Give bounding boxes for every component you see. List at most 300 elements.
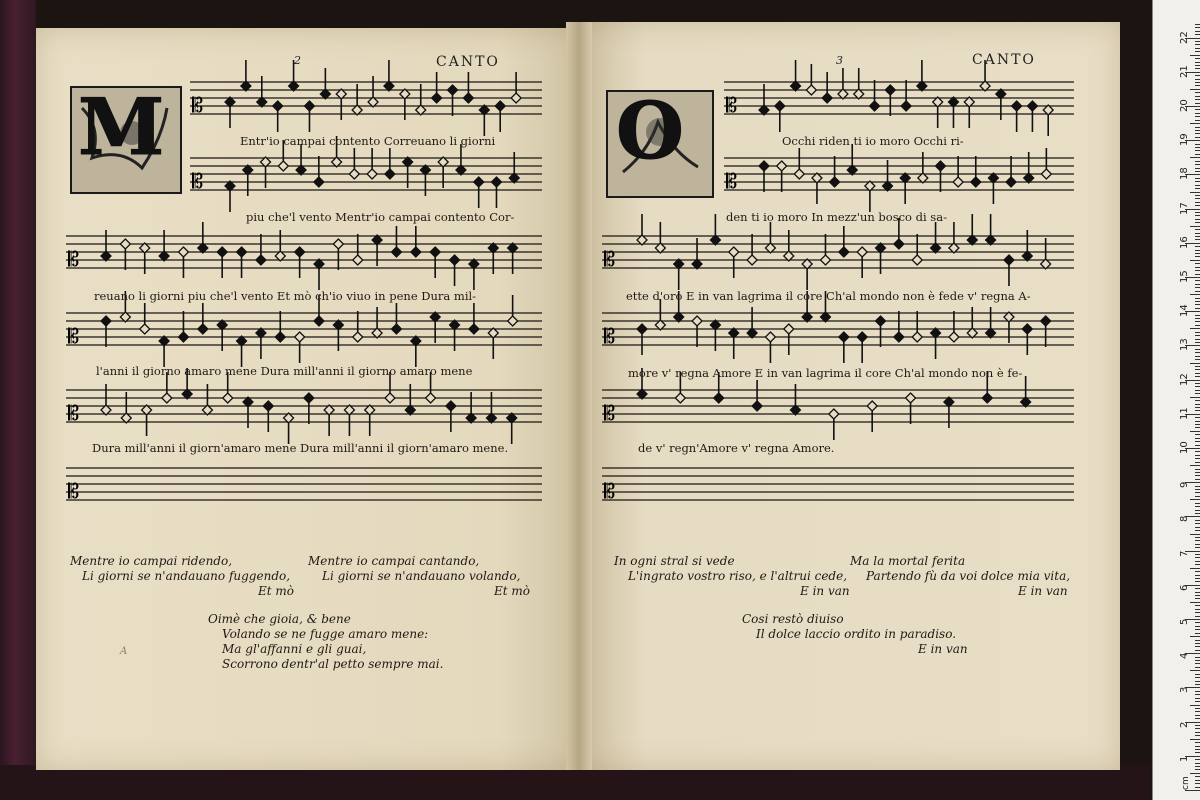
ruler-tick <box>1190 602 1200 603</box>
note <box>273 101 283 132</box>
verse-line: Ma la mortal ferita <box>850 554 966 568</box>
note <box>865 181 875 212</box>
note <box>101 316 111 347</box>
note <box>901 80 911 111</box>
note <box>847 144 857 175</box>
ruler-number: 1 <box>1179 755 1190 762</box>
ruler-tick <box>1195 120 1200 121</box>
note <box>372 307 382 338</box>
note <box>765 222 775 253</box>
note <box>802 259 812 290</box>
note <box>674 259 684 290</box>
note <box>867 401 877 432</box>
ruler-tick <box>1195 127 1200 128</box>
ruler-tick <box>1195 332 1200 333</box>
ruler-tick <box>1195 318 1200 319</box>
ruler-number: 13 <box>1179 338 1190 352</box>
note <box>349 148 359 179</box>
ruler-number: 9 <box>1179 481 1190 489</box>
note <box>121 392 131 423</box>
ruler-tick <box>1195 598 1200 599</box>
ruler-tick <box>1190 397 1200 398</box>
ruler-tick <box>1190 465 1200 466</box>
ruler-tick <box>1195 164 1200 165</box>
ruler-tick <box>1195 284 1200 285</box>
ruler-tick <box>1195 58 1200 59</box>
ruler-tick <box>1195 592 1200 593</box>
note <box>241 60 251 91</box>
ruler-tick <box>1195 383 1200 384</box>
ruler-tick <box>1195 564 1200 565</box>
note <box>784 324 794 355</box>
ruler-tick <box>1195 622 1200 623</box>
ruler-tick <box>1195 308 1200 309</box>
ruler-tick <box>1190 260 1200 261</box>
verse-line: E in van <box>1018 584 1068 598</box>
note <box>980 60 990 91</box>
ruler-tick <box>1195 185 1200 186</box>
note <box>420 165 430 196</box>
ruler-tick <box>1195 759 1200 760</box>
note <box>829 409 839 440</box>
ruler-tick <box>1195 746 1200 747</box>
note <box>794 148 804 179</box>
note <box>655 222 665 253</box>
ruler-tick <box>1195 441 1200 442</box>
ruler-tick <box>1195 492 1200 493</box>
ruler-tick <box>1195 766 1200 767</box>
note <box>971 156 981 187</box>
ruler-tick <box>1195 342 1200 343</box>
ruler-number: 4 <box>1179 652 1190 660</box>
note <box>257 76 267 107</box>
ruler-tick <box>1195 708 1200 709</box>
clef: 𝄡 <box>68 401 80 425</box>
ruler-tick <box>1195 629 1200 630</box>
ruler-tick <box>1195 537 1200 538</box>
ruler-tick <box>1195 253 1200 254</box>
ruler-tick <box>1195 605 1200 606</box>
note <box>217 247 227 278</box>
note <box>1004 312 1014 343</box>
note <box>438 157 448 188</box>
ruler-tick <box>1195 434 1200 435</box>
note <box>729 328 739 359</box>
ruler-tick <box>1195 554 1200 555</box>
ruler-tick <box>1195 304 1200 305</box>
note <box>101 230 111 261</box>
ruler-tick <box>1190 294 1200 295</box>
ruler-tick <box>1195 407 1200 408</box>
note <box>474 177 484 208</box>
ruler-tick <box>1195 609 1200 610</box>
note <box>1012 101 1022 132</box>
note <box>495 101 505 132</box>
lyric-line: more v' regna Amore E in van lagrima il core Ch'al mondo non è fe- <box>628 366 1023 380</box>
lyric-line: Occhi riden ti io moro Occhi ri- <box>782 134 964 148</box>
note <box>1041 238 1051 269</box>
ruler-tick <box>1195 321 1200 322</box>
ruler-tick <box>1195 489 1200 490</box>
clef: 𝄡 <box>192 169 204 193</box>
note <box>1041 148 1051 179</box>
verse-line: E in van <box>918 642 968 656</box>
ruler-tick <box>1195 588 1200 589</box>
note <box>948 97 958 128</box>
ruler-tick <box>1195 698 1200 699</box>
note <box>747 234 757 265</box>
note <box>1022 230 1032 261</box>
verse-line: Volando se ne fugge amaro mene: <box>222 627 429 641</box>
ruler-tick <box>1190 55 1200 56</box>
ruler-tick <box>1195 595 1200 596</box>
note <box>263 401 273 432</box>
note <box>759 161 769 192</box>
note <box>101 384 111 415</box>
ruler-tick <box>1195 547 1200 548</box>
ruler-tick <box>1195 393 1200 394</box>
note <box>256 234 266 265</box>
lyric-line: Entr'io campai contento Correuano li giorni <box>240 134 496 148</box>
note <box>759 84 769 115</box>
ruler-tick <box>1195 769 1200 770</box>
ruler-tick <box>1190 568 1200 569</box>
ruler-tick <box>1195 763 1200 764</box>
note <box>466 392 476 423</box>
note <box>949 311 959 342</box>
note <box>448 85 458 116</box>
ruler-tick <box>1195 681 1200 682</box>
ruler-tick <box>1195 640 1200 641</box>
ruler-tick <box>1190 534 1200 535</box>
ruler-tick <box>1190 226 1200 227</box>
ruler-tick <box>1195 154 1200 155</box>
ruler-tick <box>1195 188 1200 189</box>
lyric-line: Dura mill'anni il giorn'amaro mene Dura mill'anni il giorn'amaro mene. <box>92 441 509 455</box>
ruler-tick <box>1195 212 1200 213</box>
ruler-tick <box>1195 520 1200 521</box>
ruler-tick <box>1195 339 1200 340</box>
ruler-tick <box>1195 684 1200 685</box>
verse-line: Scorrono dentr'al petto sempre mai. <box>222 657 444 671</box>
note <box>996 89 1006 120</box>
note <box>159 230 169 261</box>
ruler-tick <box>1190 705 1200 706</box>
note <box>225 181 235 212</box>
ruler-tick <box>1195 643 1200 644</box>
ruler-tick <box>1195 735 1200 736</box>
ruler-tick <box>1195 267 1200 268</box>
note <box>953 156 963 187</box>
ruler-tick <box>1195 513 1200 514</box>
note <box>839 332 849 363</box>
note <box>142 405 152 436</box>
ruler-tick <box>1195 233 1200 234</box>
ruler-tick <box>1195 137 1200 138</box>
note <box>912 311 922 342</box>
clef: 𝄡 <box>604 401 616 425</box>
ruler-tick <box>1195 246 1200 247</box>
note <box>120 239 130 270</box>
ruler-number: 15 <box>1179 270 1190 283</box>
ruler-tick <box>1190 328 1200 329</box>
ruler-tick <box>1195 530 1200 531</box>
ruler-tick <box>1195 274 1200 275</box>
ruler-tick <box>1195 79 1200 80</box>
ruler-tick <box>1195 612 1200 613</box>
note <box>912 234 922 265</box>
note <box>1024 152 1034 183</box>
note <box>304 393 314 424</box>
ruler-tick <box>1195 438 1200 439</box>
ruler-tick <box>1195 462 1200 463</box>
ruler-tick <box>1195 691 1200 692</box>
note <box>237 247 247 278</box>
note <box>655 299 665 330</box>
ruler-tick <box>1195 783 1200 784</box>
ruler-tick <box>1195 571 1200 572</box>
note <box>217 320 227 351</box>
ruler-tick <box>1195 92 1200 93</box>
ruler-tick <box>1190 157 1200 158</box>
ruler-tick <box>1195 390 1200 391</box>
measurement-ruler <box>1152 0 1200 800</box>
ruler-tick <box>1195 280 1200 281</box>
note <box>692 238 702 269</box>
ruler-tick <box>1195 250 1200 251</box>
ruler-tick <box>1195 715 1200 716</box>
ruler-tick <box>1195 161 1200 162</box>
ruler-tick <box>1195 780 1200 781</box>
note <box>885 85 895 116</box>
note <box>432 72 442 103</box>
note <box>988 173 998 204</box>
note <box>637 214 647 245</box>
ruler-tick <box>1195 445 1200 446</box>
ruler-tick <box>1195 41 1200 42</box>
note <box>1004 255 1014 286</box>
ruler-tick <box>1195 335 1200 336</box>
ruler-number: 12 <box>1179 372 1190 386</box>
note <box>372 235 382 266</box>
ruler-tick <box>1195 667 1200 668</box>
note <box>790 384 800 415</box>
ruler-tick <box>1195 202 1200 203</box>
ruler-tick <box>1195 150 1200 151</box>
ruler-tick <box>1195 742 1200 743</box>
note <box>416 84 426 115</box>
ruler-tick <box>1195 85 1200 86</box>
ruler-number: 14 <box>1179 304 1190 318</box>
note <box>854 68 864 99</box>
ruler-tick <box>1195 663 1200 664</box>
ruler-tick <box>1190 773 1200 774</box>
ruler-tick <box>1195 229 1200 230</box>
note <box>198 303 208 334</box>
ruler-tick <box>1195 400 1200 401</box>
note <box>857 332 867 363</box>
note <box>986 307 996 338</box>
ruler-tick <box>1195 291 1200 292</box>
note <box>261 157 271 188</box>
note <box>729 247 739 278</box>
note <box>488 328 498 359</box>
ruler-tick <box>1195 646 1200 647</box>
ruler-tick <box>1195 31 1200 32</box>
verse-line: Partendo fù da voi dolce mia vita, <box>866 569 1071 583</box>
lyric-line: reuano li giorni piu che'l vento Et mò ch'io viuo in pene Dura mil- <box>94 289 477 303</box>
note <box>1043 105 1053 136</box>
note <box>391 226 401 257</box>
ruler-tick <box>1195 48 1200 49</box>
ruler-tick <box>1195 270 1200 271</box>
ruler-tick <box>1195 109 1200 110</box>
note <box>917 60 927 91</box>
clef: 𝄡 <box>726 169 738 193</box>
ruler-tick <box>1190 739 1200 740</box>
ruler-tick <box>1195 657 1200 658</box>
verse-line: Li giorni se n'andauano volando, <box>322 569 521 583</box>
note <box>918 152 928 183</box>
note <box>883 160 893 191</box>
verse-line: Ma gl'affanni e gli guai, <box>222 642 367 656</box>
ruler-tick <box>1195 352 1200 353</box>
ruler-tick <box>1195 404 1200 405</box>
ruler-number: 7 <box>1179 550 1190 557</box>
note <box>336 89 346 120</box>
ruler-number: 5 <box>1179 618 1190 625</box>
note <box>140 303 150 334</box>
ruler-tick <box>1190 192 1200 193</box>
left-page-header: CANTO <box>436 54 500 70</box>
ruler-tick <box>1195 732 1200 733</box>
note <box>949 222 959 253</box>
lyric-line: piu che'l vento Mentr'io campai contento Cor- <box>246 210 515 224</box>
note <box>469 303 479 334</box>
ruler-tick <box>1195 503 1200 504</box>
note <box>935 161 945 192</box>
ruler-tick <box>1195 75 1200 76</box>
lyric-line: ette d'oro E in van lagrima il core Ch'al mondo non è fede v' regna A- <box>626 289 1031 303</box>
note <box>225 97 235 128</box>
note <box>324 405 334 436</box>
note <box>508 243 518 274</box>
ruler-number: 10 <box>1179 441 1190 454</box>
clef: 𝄡 <box>68 479 80 503</box>
verse-line: Oimè che gioia, & bene <box>208 612 351 626</box>
ruler-tick <box>1195 366 1200 367</box>
ruler-number: 18 <box>1179 167 1190 181</box>
ruler-tick <box>1195 557 1200 558</box>
note <box>931 222 941 253</box>
clef: 𝄡 <box>192 93 204 117</box>
note <box>446 401 456 432</box>
note <box>857 247 867 278</box>
note <box>830 156 840 187</box>
verse-line: In ogni stral si vede <box>614 554 735 568</box>
ruler-tick <box>1195 725 1200 726</box>
ruler-tick <box>1195 239 1200 240</box>
note <box>411 226 421 257</box>
note <box>256 328 266 359</box>
ruler-tick <box>1195 469 1200 470</box>
note <box>967 214 977 245</box>
ruler-tick <box>1195 616 1200 617</box>
note <box>964 97 974 128</box>
note <box>752 380 762 411</box>
verse-line: Et mò <box>494 584 530 598</box>
ruler-number: 20 <box>1179 99 1190 112</box>
ruler-number: 11 <box>1179 407 1190 420</box>
ruler-tick <box>1195 479 1200 480</box>
ruler-tick <box>1190 123 1200 124</box>
note <box>508 295 518 326</box>
verse-line: Li giorni se n'andauano fuggendo, <box>82 569 291 583</box>
note <box>391 303 401 334</box>
ruler-tick <box>1195 205 1200 206</box>
note <box>894 311 904 342</box>
ruler-tick <box>1195 386 1200 387</box>
note <box>944 397 954 428</box>
ruler-tick <box>1195 24 1200 25</box>
note <box>463 72 473 103</box>
ruler-tick <box>1195 171 1200 172</box>
ruler-tick <box>1190 89 1200 90</box>
ruler-tick <box>1195 650 1200 651</box>
ruler-tick <box>1195 776 1200 777</box>
ruler-tick <box>1195 298 1200 299</box>
note <box>178 311 188 342</box>
note <box>365 405 375 436</box>
ruler-tick <box>1195 728 1200 729</box>
clef: 𝄡 <box>604 479 616 503</box>
note <box>812 173 822 204</box>
ruler-tick <box>1190 363 1200 364</box>
note <box>237 336 247 367</box>
note <box>295 247 305 278</box>
ruler-tick <box>1195 325 1200 326</box>
ruler-tick <box>1195 701 1200 702</box>
note <box>806 64 816 95</box>
ruler-tick <box>1195 356 1200 357</box>
note <box>430 312 440 343</box>
note <box>304 101 314 132</box>
note <box>876 243 886 274</box>
ruler-tick <box>1195 113 1200 114</box>
verse-line: Et mò <box>258 584 294 598</box>
note <box>456 144 466 175</box>
note <box>450 320 460 351</box>
verse-line: Mentre io campai cantando, <box>308 554 480 568</box>
ruler-tick <box>1195 222 1200 223</box>
ruler-tick <box>1195 472 1200 473</box>
initial-letter-m: M <box>78 86 165 173</box>
note <box>284 413 294 444</box>
note <box>243 397 253 428</box>
ruler-tick <box>1195 718 1200 719</box>
note <box>900 173 910 204</box>
note <box>486 392 496 423</box>
ruler-tick <box>1195 147 1200 148</box>
note <box>314 259 324 290</box>
note <box>933 97 943 128</box>
ruler-tick <box>1195 376 1200 377</box>
note <box>243 165 253 196</box>
ruler-tick <box>1195 581 1200 582</box>
ruler-tick <box>1195 510 1200 511</box>
ruler-tick <box>1190 636 1200 637</box>
note <box>400 89 410 120</box>
